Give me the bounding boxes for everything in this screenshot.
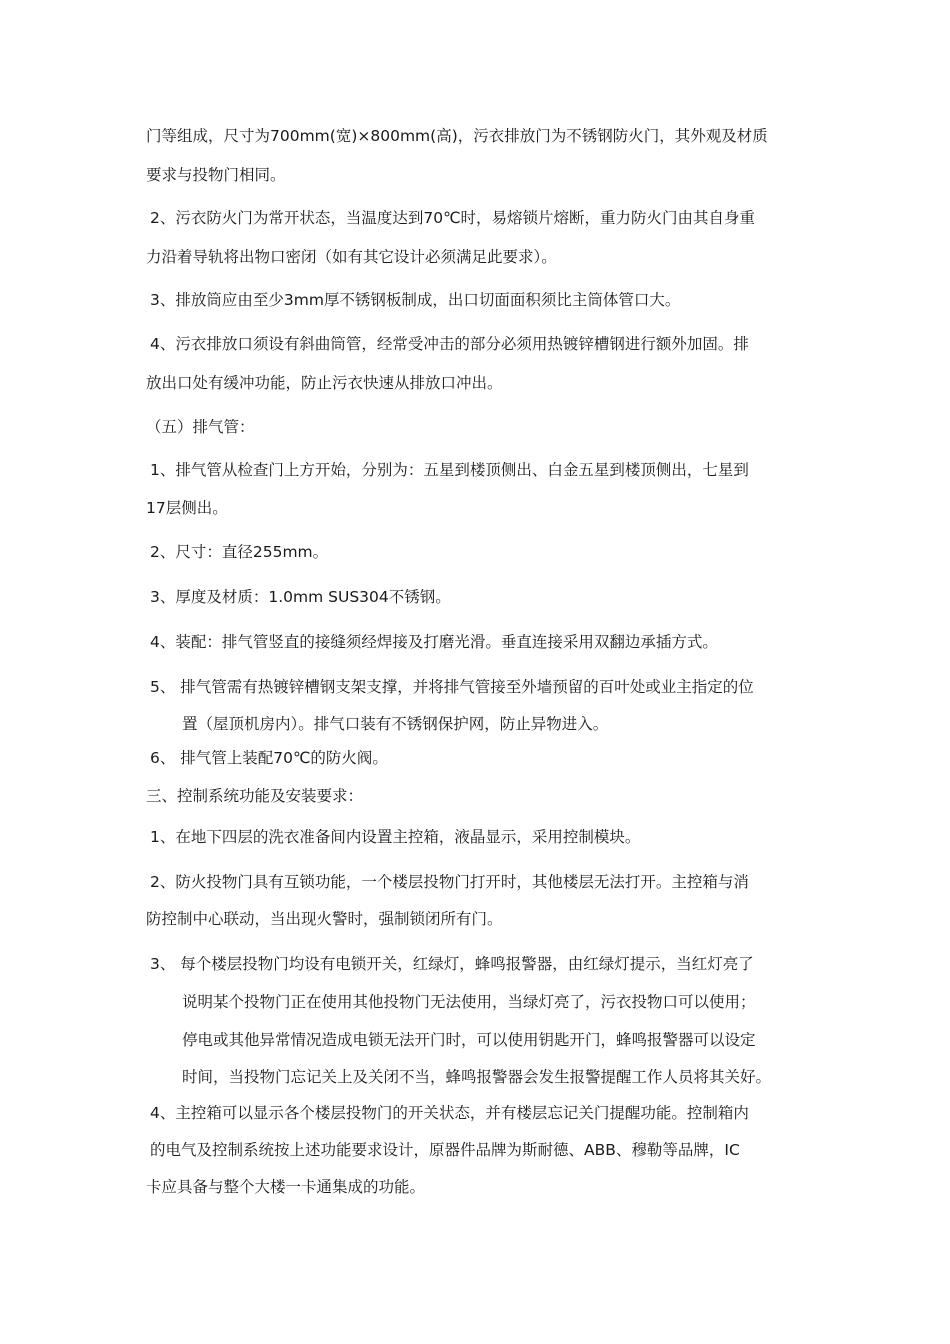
text-line: 放出口处有缓冲功能，防止污衣快速从排放口冲出。 xyxy=(146,374,503,392)
text-line: 3、 每个楼层投物门均设有电锁开关，红绿灯，蜂鸣报警器，由红绿灯提示，当红灯亮了 xyxy=(150,955,754,973)
section-heading: （五）排气管： xyxy=(146,418,255,436)
section-heading: 三、控制系统功能及安装要求： xyxy=(146,787,364,805)
text-line: 门等组成，尺寸为700mm(宽)×800mm(高)，污衣排放门为不锈钢防火门，其外观及材质 xyxy=(146,127,768,145)
text-line: 4、装配：排气管竖直的接缝须经焊接及打磨光滑。垂直连接采用双翻边承插方式。 xyxy=(150,633,718,651)
text-line: 置（屋顶机房内）。排气口装有不锈钢保护网，防止异物进入。 xyxy=(182,715,609,733)
text-line: 2、污衣防火门为常开状态，当温度达到70℃时，易熔锁片熔断，重力防火门由其自身重 xyxy=(150,209,755,227)
text-line: 时间，当投物门忘记关上及关闭不当，蜂鸣报警器会发生报警提醒工作人员将其关好。 xyxy=(182,1068,772,1086)
text-line: 3、厚度及材质：1.0mm SUS304不锈钢。 xyxy=(150,588,451,606)
text-line: 3、排放筒应由至少3mm厚不锈钢板制成，出口切面面积须比主筒体管口大。 xyxy=(150,291,681,309)
text-line: 卡应具备与整个大楼一卡通集成的功能。 xyxy=(146,1178,426,1196)
text-line: 4、主控箱可以显示各个楼层投物门的开关状态，并有楼层忘记关门提醒功能。控制箱内 xyxy=(150,1104,749,1122)
text-line: 5、 排气管需有热镀锌槽钢支架支撑，并将排气管接至外墙预留的百叶处或业主指定的位 xyxy=(150,678,754,696)
text-line: 1、排气管从检查门上方开始，分别为：五星到楼顶侧出、白金五星到楼顶侧出，七星到 xyxy=(150,461,749,479)
text-line: 6、 排气管上装配70℃的防火阀。 xyxy=(150,749,388,767)
text-line: 说明某个投物门正在使用其他投物门无法使用，当绿灯亮了，污衣投物口可以使用； xyxy=(182,993,756,1011)
text-line: 17层侧出。 xyxy=(146,499,228,517)
text-line: 停电或其他异常情况造成电锁无法开门时，可以使用钥匙开门，蜂鸣报警器可以设定 xyxy=(182,1031,756,1049)
text-line: 2、尺寸：直径255mm。 xyxy=(150,543,329,561)
text-line: 1、在地下四层的洗衣准备间内设置主控箱，液晶显示，采用控制模块。 xyxy=(150,828,641,846)
text-line: 4、污衣排放口须设有斜曲筒管，经常受冲击的部分必须用热镀锌槽钢进行额外加固。排 xyxy=(150,335,749,353)
text-line: 防控制中心联动，当出现火警时，强制锁闭所有门。 xyxy=(146,910,503,928)
text-line: 的电气及控制系统按上述功能要求设计，原器件品牌为斯耐德、ABB、穆勒等品牌，IC xyxy=(150,1141,740,1159)
text-line: 要求与投物门相同。 xyxy=(146,166,286,184)
text-line: 力沿着导轨将出物口密闭（如有其它设计必须满足此要求）。 xyxy=(146,248,557,266)
text-line: 2、防火投物门具有互锁功能，一个楼层投物门打开时，其他楼层无法打开。主控箱与消 xyxy=(150,873,749,891)
